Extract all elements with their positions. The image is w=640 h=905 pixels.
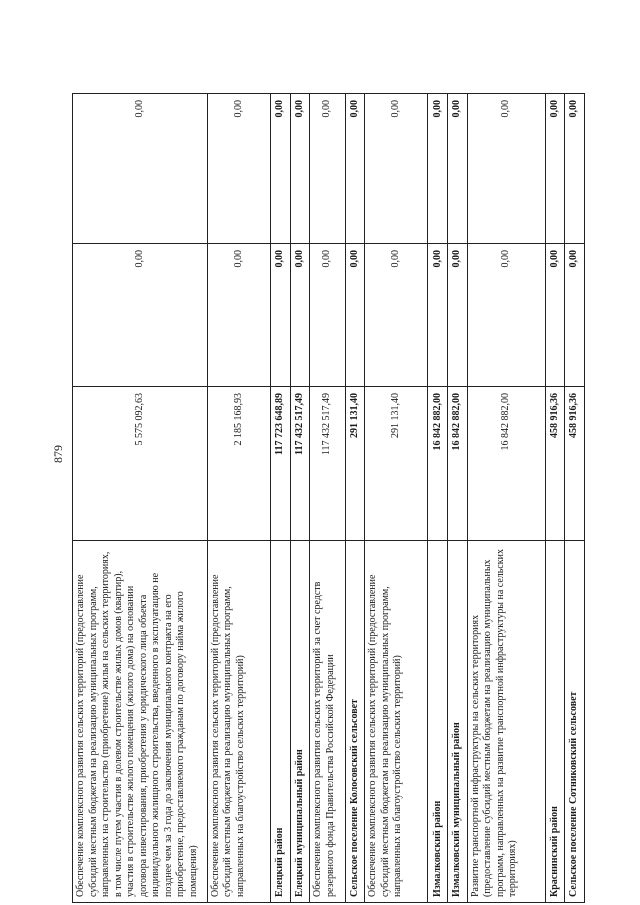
row-value-1: 16 842 882,00 — [448, 387, 468, 541]
row-name: Обеспечение комплексного развития сельских территорий (предоставление субсидий местным бюджетам на реализацию муниципальных программ, направленных на благоустройство сельских территорий) — [207, 541, 270, 903]
row-value-2: 0,00 — [545, 244, 565, 387]
row-value-1: 5 575 092,63 — [73, 387, 208, 541]
row-value-1: 16 842 882,00 — [428, 387, 448, 541]
table-row — [467, 94, 545, 903]
row-value-2: 0,00 — [345, 244, 365, 387]
row-name: Обеспечение комплексного развития сельских территорий за счет средств резервного фонда Правительства Российской Федерации — [310, 541, 345, 903]
row-value-2: 0,00 — [565, 244, 585, 387]
row-value-1: 117 432 517,49 — [290, 387, 310, 541]
table-row — [290, 94, 310, 903]
row-value-2: 0,00 — [207, 244, 270, 387]
row-value-1: 291 131,40 — [345, 387, 365, 541]
row-name: Обеспечение комплексного развития сельских территорий (предоставление субсидий местным бюджетам на реализацию муниципальных программ, направленных на строительство (приобретение) жилья на сельских территориях, в том числе путем участия в долевом строительстве жилых домов (квартир), участия в строительстве жилого помещения (жилого дома) на основании договора инвестирования, приобретения у юридического лица объекта индивидуального жилищного строительства, введенного в эксплуатацию не позднее чем за 3 года до заключения муниципального контракта на его приобретение, предоставляемого гражданам по договору найма жилого помещения) — [73, 541, 208, 903]
table-row — [207, 94, 270, 903]
row-value-1: 458 916,36 — [545, 387, 565, 541]
table-row — [365, 94, 428, 903]
row-name: Сельское поселение Сотниковский сельсовет — [565, 541, 585, 903]
row-value-3: 0,00 — [73, 94, 208, 244]
rotated-page-content — [72, 94, 585, 903]
row-value-3: 0,00 — [565, 94, 585, 244]
table-row — [73, 94, 208, 903]
table-row — [270, 94, 290, 903]
row-value-3: 0,00 — [207, 94, 270, 244]
row-value-2: 0,00 — [73, 244, 208, 387]
row-value-3: 0,00 — [467, 94, 545, 244]
row-value-2: 0,00 — [290, 244, 310, 387]
row-name: Измалковский район — [428, 541, 448, 903]
row-value-1: 291 131,40 — [365, 387, 428, 541]
row-value-2: 0,00 — [428, 244, 448, 387]
row-value-2: 0,00 — [467, 244, 545, 387]
row-value-1: 458 916,36 — [565, 387, 585, 541]
row-value-3: 0,00 — [545, 94, 565, 244]
row-name: Краснинский район — [545, 541, 565, 903]
row-value-3: 0,00 — [310, 94, 345, 244]
row-value-1: 2 185 168,93 — [207, 387, 270, 541]
row-value-2: 0,00 — [310, 244, 345, 387]
row-value-3: 0,00 — [448, 94, 468, 244]
table-row — [310, 94, 345, 903]
row-name: Обеспечение комплексного развития сельских территорий (предоставление субсидий местным бюджетам на реализацию муниципальных программ, направленных на благоустройство сельских территорий) — [365, 541, 428, 903]
row-name: Елецкий муниципальный район — [290, 541, 310, 903]
page-number: 879 — [51, 445, 65, 463]
row-value-3: 0,00 — [365, 94, 428, 244]
budget-table — [72, 93, 585, 903]
row-name: Измалковский муниципальный район — [448, 541, 468, 903]
row-name: Сельское поселение Колосовский сельсовет — [345, 541, 365, 903]
table-row — [565, 94, 585, 903]
row-name: Елецкий район — [270, 541, 290, 903]
table-row — [448, 94, 468, 903]
row-value-1: 117 432 517,49 — [310, 387, 345, 541]
row-name: Развитие транспортной инфраструктуры на сельских территориях (предоставление субсидий местным бюджетам на реализацию муниципальных программ, направленных на развитие транспортной инфраструктуры на сельских территориях) — [467, 541, 545, 903]
table-row — [345, 94, 365, 903]
row-value-3: 0,00 — [428, 94, 448, 244]
row-value-1: 117 723 648,89 — [270, 387, 290, 541]
row-value-2: 0,00 — [365, 244, 428, 387]
table-row — [428, 94, 448, 903]
row-value-3: 0,00 — [345, 94, 365, 244]
row-value-3: 0,00 — [290, 94, 310, 244]
row-value-2: 0,00 — [270, 244, 290, 387]
table-row — [545, 94, 565, 903]
row-value-1: 16 842 882,00 — [467, 387, 545, 541]
row-value-2: 0,00 — [448, 244, 468, 387]
row-value-3: 0,00 — [270, 94, 290, 244]
